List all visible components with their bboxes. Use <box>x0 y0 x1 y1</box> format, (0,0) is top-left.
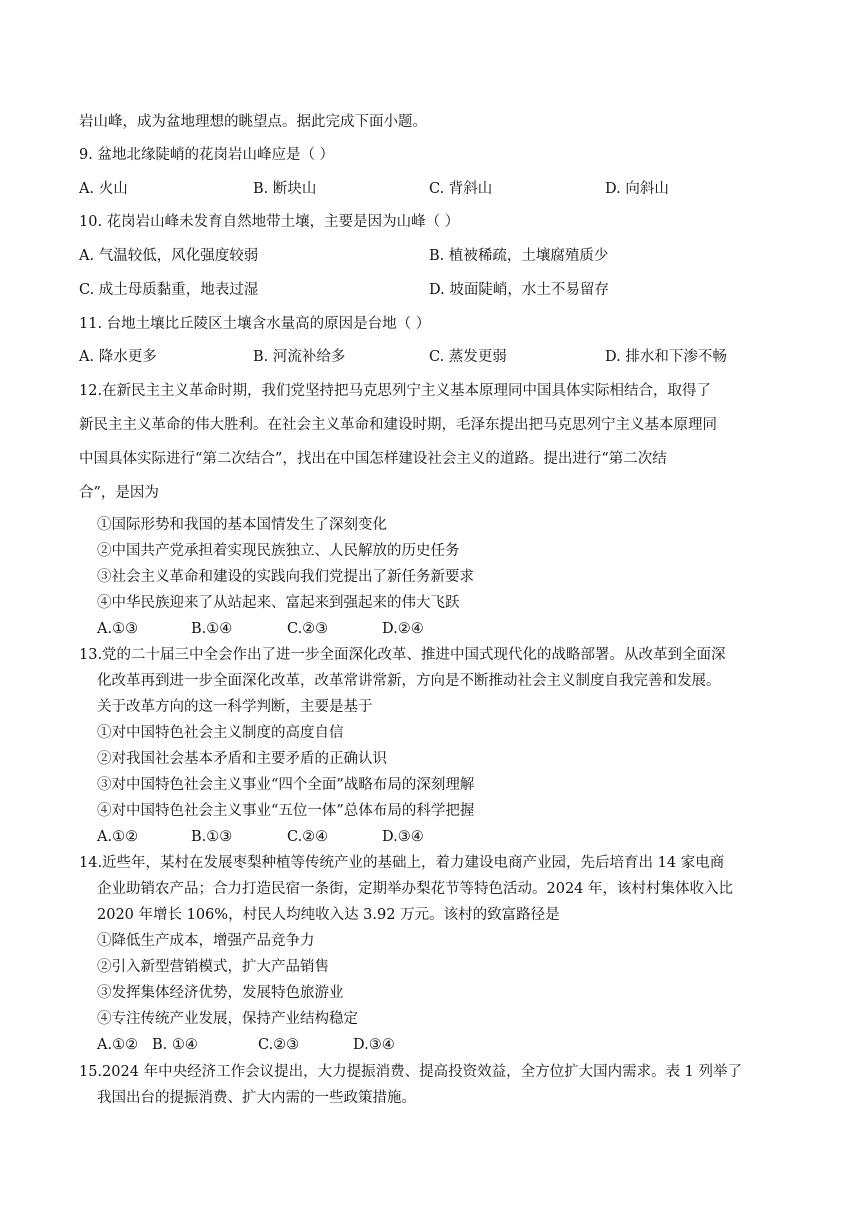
q13-item-4: ④对中国特色社会主义事业“五位一体”总体布局的科学把握 <box>97 803 475 819</box>
q14-stem-line-3: 2020 年增长 106%，村民人均纯收入达 3.92 万元。该村的致富路径是 <box>97 907 560 923</box>
q14-item-1: ①降低生产成本，增强产品竞争力 <box>97 933 315 949</box>
q13-item-1: ①对中国特色社会主义制度的高度自信 <box>97 725 344 741</box>
intro-tail: 岩山峰，成为盆地理想的眺望点。据此完成下面小题。 <box>79 114 427 130</box>
q12-option-d[interactable]: D.②④ <box>382 621 424 637</box>
q12-stem-line-4: 合”，是因为 <box>79 485 159 501</box>
q12-item-1: ①国际形势和我国的基本国情发生了深刻变化 <box>97 517 387 533</box>
q14-item-3: ③发挥集体经济优势，发展特色旅游业 <box>97 985 344 1001</box>
q12-option-c[interactable]: C.②③ <box>287 621 329 637</box>
q10-option-c[interactable]: C. 成土母质黏重，地表过湿 <box>79 282 259 298</box>
q13-item-3: ③对中国特色社会主义事业“四个全面”战略布局的深刻理解 <box>97 777 475 793</box>
q13-option-a[interactable]: A.①② <box>97 829 139 845</box>
q14-option-a[interactable]: A.①② <box>97 1037 139 1053</box>
q12-stem-line-1: 12.在新民主主义革命时期，我们党坚持把马克思列宁主义基本原理同中国具体实际相结合，取得了 <box>79 383 712 399</box>
q13-stem-line-1: 13.党的二十届三中全会作出了进一步全面深化改革、推进中国式现代化的战略部署。从改革到全面深 <box>79 647 726 663</box>
q10-option-d[interactable]: D. 坡面陡峭，水土不易留存 <box>429 282 609 298</box>
q11-option-c[interactable]: C. 蒸发更弱 <box>429 349 507 365</box>
q12-item-4: ④中华民族迎来了从站起来、富起来到强起来的伟大飞跃 <box>97 595 460 611</box>
q9-option-b[interactable]: B. 断块山 <box>253 181 317 197</box>
q9-option-c[interactable]: C. 背斜山 <box>429 181 493 197</box>
q12-stem-line-3: 中国具体实际进行“第二次结合”，找出在中国怎样建设社会主义的道路。提出进行“第二次结 <box>79 451 667 467</box>
q13-option-c[interactable]: C.②④ <box>287 829 329 845</box>
q11-stem: 11. 台地土壤比丘陵区土壤含水量高的原因是台地（ ） <box>79 316 431 332</box>
q9-option-d[interactable]: D. 向斜山 <box>605 181 669 197</box>
q12-item-3: ③社会主义革命和建设的实践向我们党提出了新任务新要求 <box>97 569 474 585</box>
q13-stem-line-3: 关于改革方向的这一科学判断，主要是基于 <box>97 699 373 715</box>
q14-option-d[interactable]: D.③④ <box>353 1037 395 1053</box>
q12-item-2: ②中国共产党承担着实现民族独立、人民解放的历史任务 <box>97 543 460 559</box>
q11-option-d[interactable]: D. 排水和下渗不畅 <box>605 349 727 365</box>
q14-item-4: ④专注传统产业发展，保持产业结构稳定 <box>97 1011 358 1027</box>
q11-option-b[interactable]: B. 河流补给多 <box>253 349 346 365</box>
q9-option-a[interactable]: A. 火山 <box>79 181 128 197</box>
q11-option-a[interactable]: A. 降水更多 <box>79 349 157 365</box>
q14-option-c[interactable]: C.②③ <box>258 1037 300 1053</box>
q14-item-2: ②引入新型营销模式，扩大产品销售 <box>97 959 329 975</box>
q13-stem-line-2: 化改革再到进一步全面深化改革，改革常讲常新，方向是不断推动社会主义制度自我完善和发展。 <box>97 673 721 689</box>
q13-option-d[interactable]: D.③④ <box>382 829 424 845</box>
q9-stem: 9. 盆地北缘陡峭的花岗岩山峰应是（ ） <box>79 147 335 163</box>
q13-item-2: ②对我国社会基本矛盾和主要矛盾的正确认识 <box>97 751 387 767</box>
q12-option-a[interactable]: A.①③ <box>97 621 139 637</box>
q12-stem-line-2: 新民主主义革命的伟大胜利。在社会主义革命和建设时期，毛泽东提出把马克思列宁主义基本原理同 <box>79 417 717 433</box>
q14-stem-line-1: 14.近些年，某村在发展枣梨种植等传统产业的基础上，着力建设电商产业园，先后培育出 14 家电商 <box>79 855 725 871</box>
q10-option-a[interactable]: A. 气温较低，风化强度较弱 <box>79 248 259 264</box>
q15-stem-line-2: 我国出台的提振消费、扩大内需的一些政策措施。 <box>97 1090 416 1106</box>
q14-option-b[interactable]: B. ①④ <box>152 1037 198 1053</box>
q13-option-b[interactable]: B.①③ <box>191 829 233 845</box>
q10-option-b[interactable]: B. 植被稀疏，土壤腐殖质少 <box>429 248 609 264</box>
q15-stem-line-1: 15.2024 年中央经济工作会议提出，大力提振消费、提高投资效益，全方位扩大国内需求。表 1 列举了 <box>79 1064 743 1080</box>
q10-stem: 10. 花岗岩山峰未发育自然地带土壤，主要是因为山峰（ ） <box>79 214 460 230</box>
q12-option-b[interactable]: B.①④ <box>191 621 233 637</box>
q14-stem-line-2: 企业助销农产品；合力打造民宿一条街，定期举办梨花节等特色活动。2024 年，该村村集体收入比 <box>97 881 734 897</box>
